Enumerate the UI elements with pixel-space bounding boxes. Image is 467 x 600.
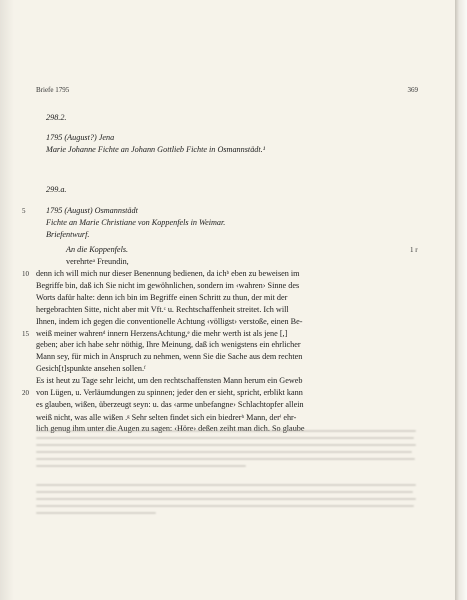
entry-number: 299.a.	[46, 185, 67, 194]
line-number: 20	[22, 389, 29, 397]
line-number: 15	[22, 329, 29, 338]
body-line: von Lügen, u. Verläumdungen zu spinnen; jeder den er sieht, spricht, erblikt kann	[36, 388, 303, 397]
body-line: lich genug ihm unter die Augen zu sagen: ‹Höre› deßen zeiht man dich. So glaube	[36, 423, 305, 433]
gutter-shadow	[0, 0, 14, 600]
body-line: weiß nicht, was alle wißen .ᵍ Sehr selten findet sich ein biedrerʰ Mann, derⁱ ehr-	[36, 412, 297, 422]
entry-title: Fichte an Marie Christiane von Koppenfels in Weimar.	[46, 218, 226, 227]
entry-number: 298.2.	[46, 113, 67, 122]
entry-heading: 1795 (August) Osmannstädt	[46, 206, 138, 215]
body-line: Es ist heut zu Tage sehr leicht, um den rechtschaffensten Mann herum ein Geweb	[36, 376, 303, 386]
entry-heading: 1795 (August?) Jena	[46, 133, 115, 142]
body-line: denn ich will mich nur dieser Benennung bedienen, da ichᵇ eben zu beweisen im	[36, 269, 300, 278]
page-number: 369	[407, 86, 418, 94]
page-edge	[455, 0, 467, 600]
body-line: Gesich[t]spunkte ansehen sollen.ᶠ	[36, 364, 146, 374]
folio-marker: 1 r	[410, 246, 418, 254]
line-number: 5	[22, 207, 26, 215]
body-line: geben; aber ich habe sehr nöthig, Ihre Meinung, daß ich wenigstens ein ehrlicher	[36, 340, 301, 350]
body-line: Ihnen, indem ich gegen die conventionelle Achtung ‹völligst› verstoße, einen Be-	[36, 316, 303, 326]
entry-title: Marie Johanne Fichte an Johann Gottlieb Fichte in Osmannstädt.¹	[46, 145, 266, 154]
body-line: es glauben, wißen, überzeugt seyn: u. das ‹arme unbefangne› Schlachtopfer allein	[36, 399, 304, 409]
body-line: Worts dafür halte: denn ich bin im Begriffe einen Schritt zu thun, der mit der	[36, 292, 288, 302]
running-head	[36, 86, 418, 94]
body-line: Begriffe bin, daß ich Sie nicht im gewöhnlichen, sondern im ‹wahren› Sinne des	[36, 280, 300, 290]
body-line: Mann sey, für mich in Anspruch zu nehmen, wenn Sie die Sache aus dem rechten	[36, 352, 303, 362]
entry-subtitle: Briefentwurf.	[46, 230, 90, 239]
line-number: 10	[22, 270, 29, 278]
letter-address: An die Koppenfels.	[66, 245, 129, 254]
body-line: hergebrachten Sitte, nicht aber mit Vft.ᶜ u. Rechtschaffenheit streitet. Ich will	[36, 304, 289, 314]
running-head-title: Briefe 1795	[36, 86, 70, 94]
letter-salutation: verehrteᵃ Freundin,	[66, 257, 129, 266]
body-line: weiß meiner wahrenᵈ innern HerzensAchtung,ᵉ die mehr werth ist als jene [,]	[36, 328, 288, 338]
